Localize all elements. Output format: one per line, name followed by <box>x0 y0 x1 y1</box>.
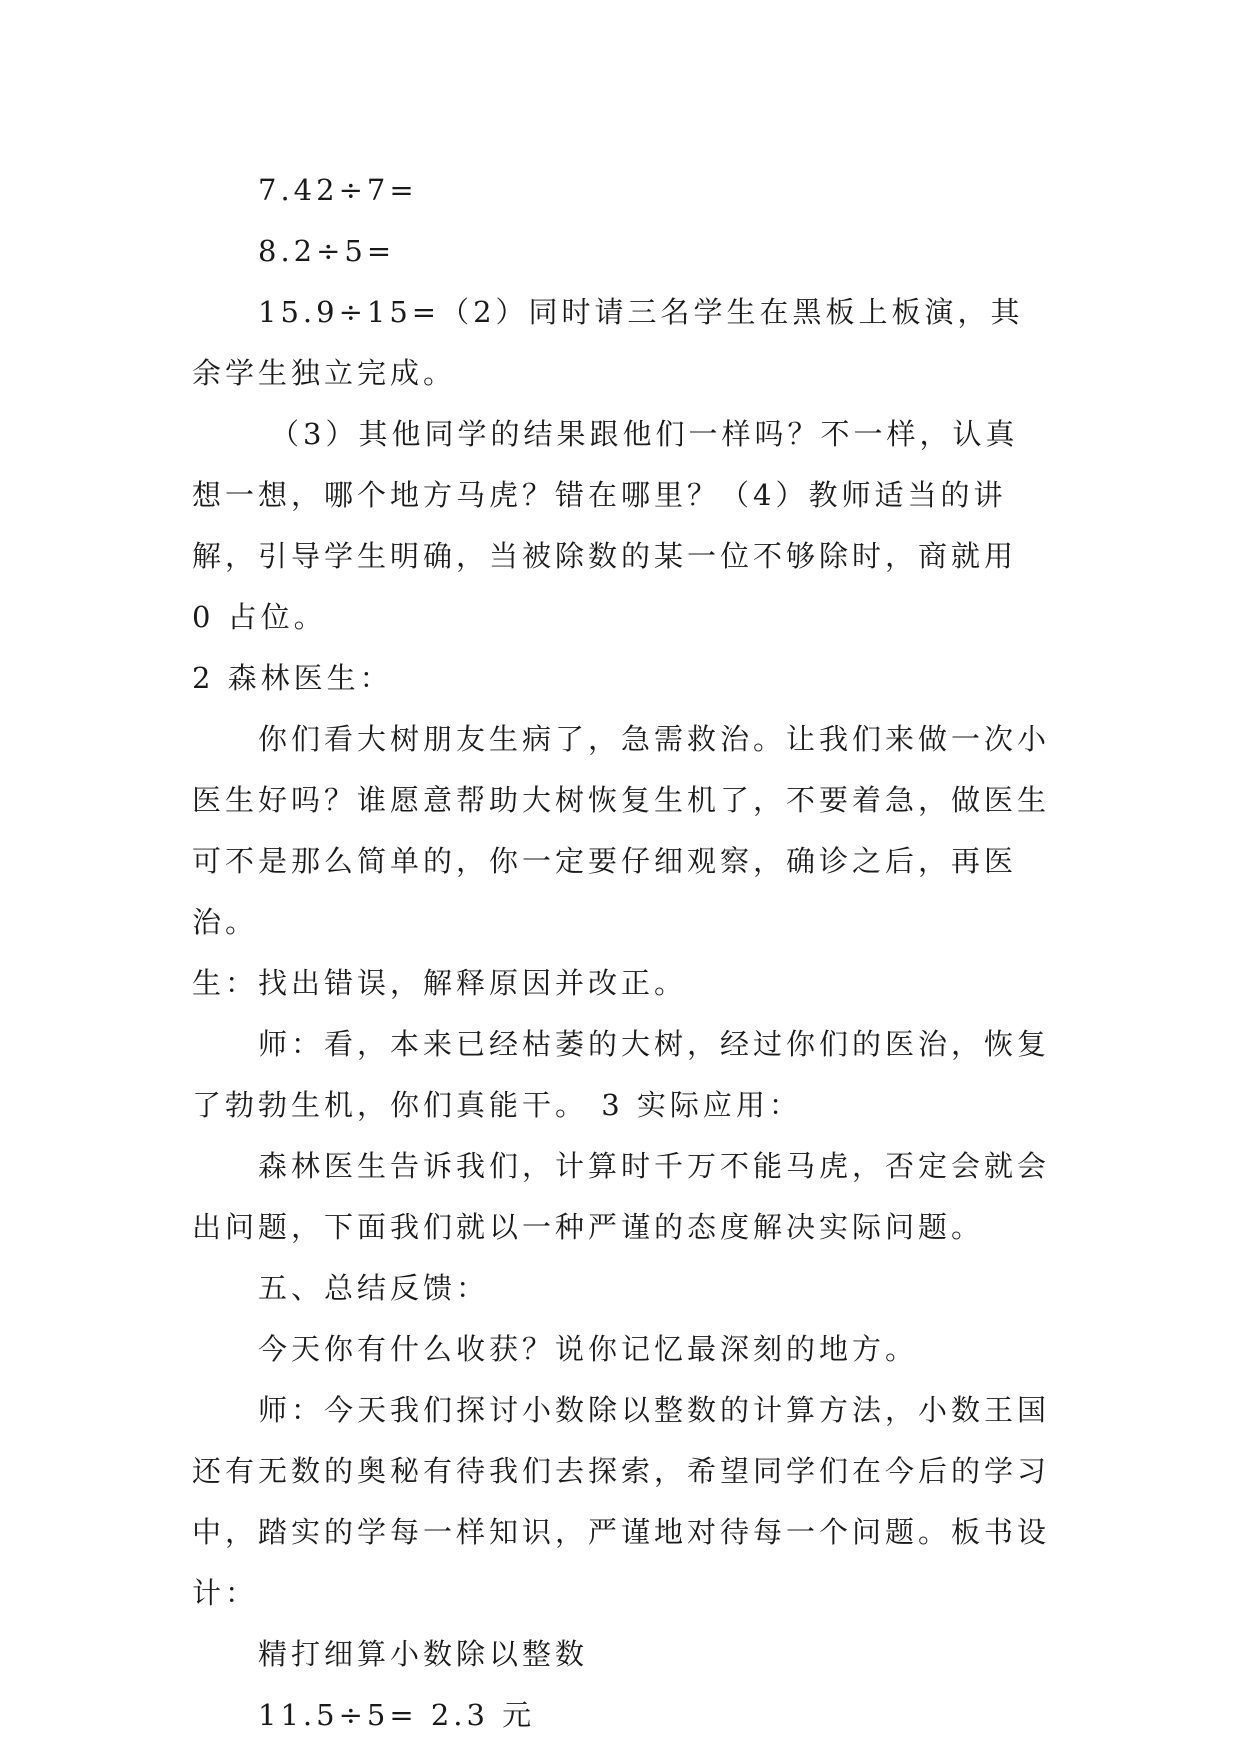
paragraph: 森林医生告诉我们，计算时千万不能马虎，否定会就会出问题，下面我们就以一种严谨的态度解决实际问题。 <box>192 1149 1051 1244</box>
board-title: 精打细算小数除以整数 <box>258 1637 589 1671</box>
equation-line: 11.5÷5= 2.3 元 <box>258 1698 536 1732</box>
paragraph: 15.9÷15=（2）同时请三名学生在黑板上板演，其余学生独立完成。 <box>192 295 1024 390</box>
paragraph: 你们看大树朋友生病了，急需救治。让我们来做一次小医生好吗？谁愿意帮助大树恢复生机了，不要着急，做医生可不是那么简单的，你一定要仔细观察，确诊之后，再医治。 <box>192 722 1051 939</box>
paragraph: 生：找出错误，解释原因并改正。 <box>192 966 688 1000</box>
paragraph: 师：今天我们探讨小数除以整数的计算方法，小数王国还有无数的奥秘有待我们去探索，希望同学们在今后的学习中，踏实的学每一样知识，严谨地对待每一个问题。板书设计： <box>192 1393 1051 1610</box>
document-body <box>192 160 1050 1746</box>
paragraph: 师：看，本来已经枯萎的大树，经过你们的医治，恢复了勃勃生机，你们真能干。 3 实际应用： <box>192 1027 1051 1122</box>
equation-line: 8.2÷5= <box>258 234 396 268</box>
paragraph: （3）其他同学的结果跟他们一样吗？不一样，认真想一想，哪个地方马虎？错在哪里？（4）教师适当的讲解，引导学生明确，当被除数的某一位不够除时，商就用 0 占位。 <box>192 417 1019 634</box>
section-heading: 五、总结反馈： <box>258 1271 490 1305</box>
section-heading: 2 森林医生： <box>192 661 393 695</box>
equation-line: 7.42÷7= <box>258 173 418 207</box>
paragraph: 今天你有什么收获？说你记忆最深刻的地方。 <box>258 1332 919 1366</box>
